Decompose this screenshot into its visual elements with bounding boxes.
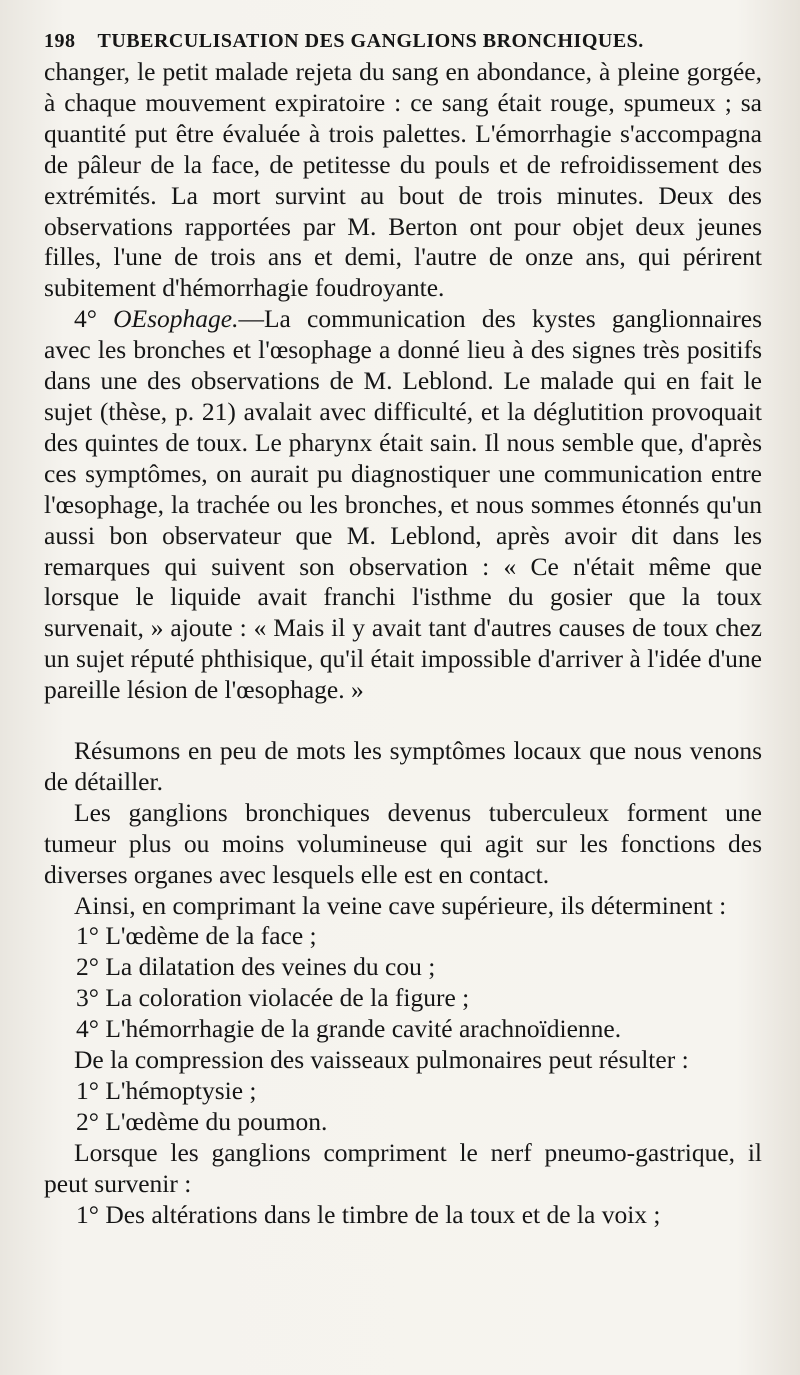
list-item: 1° Des altérations dans le timbre de la toux et de la voix ;	[76, 1199, 661, 1229]
section-number: 4°	[74, 304, 97, 334]
page-number: 198	[44, 30, 76, 52]
paragraph-vena-cava: Ainsi, en comprimant la veine cave supérieure, ils déterminent :	[74, 890, 727, 920]
page-header	[44, 30, 762, 53]
paragraph-summary-intro: Résumons en peu de mots les symptômes locaux que nous venons de détailler.	[44, 736, 762, 796]
list-item: 2° L'œdème du poumon.	[76, 1106, 328, 1136]
body-text	[44, 57, 762, 1231]
paragraph-pulmonary: De la compression des vaisseaux pulmonaires peut résulter :	[74, 1045, 689, 1075]
section-body: —La communication des kystes ganglionnaires avec les bronches et l'œsophage a donné lieu à des signes très positifs dans une des observations de M. Leblond. Le malade qui en fait le sujet (thèse, p. 21) avalait avec difficulté, et la déglutition provoquait des quintes de toux. Le pharynx était sain. Il nous semble que, d'après ces symptômes, on aurait pu diagnostiquer une communication entre l'œsophage, la trachée ou les bronches, et nous sommes étonnés qu'un aussi bon observateur que M. Leblond, après avoir dit dans les remarques qui suivent son observation : « Ce n'était même que lorsque le liquide avait franchi l'isthme du gosier que la toux survenait, » ajoute : « Mais il y avait tant d'autres causes de toux chez un sujet réputé phthisique, qu'il était impossible d'arriver à l'idée d'une pareille lésion de l'œsophage. »	[44, 304, 763, 705]
paragraph-tumor: Les ganglions bronchiques devenus tuberculeux forment une tumeur plus ou moins volumineuse qui agit sur les fonctions des diverses organes avec lesquels elle est en contact.	[44, 797, 762, 889]
paragraph-hemorrhage: changer, le petit malade rejeta du sang en abondance, à pleine gorgée, à chaque mouvement expiratoire : ce sang était rouge, spumeux ; sa quantité put être évaluée à trois palettes. L'émorrhagie s'accompagna de pâleur de la face, de petitesse du pouls et de refroidissement des extrémités. La mort survint au bout de trois minutes. Deux des observations rapportées par M. Berton ont pour objet deux jeunes filles, l'une de trois ans et demi, l'autre de onze ans, qui périrent subitement d'hémorrhagie foudroyante.	[44, 57, 762, 303]
list-item: 1° L'œdème de la face ;	[76, 921, 317, 951]
paragraph-oesophagus	[44, 304, 762, 706]
list-item: 2° La dilatation des veines du cou ;	[76, 952, 436, 982]
paragraph-gap	[44, 706, 762, 736]
list-item: 4° L'hémorrhagie de la grande cavité arachnoïdienne.	[76, 1014, 622, 1044]
running-title: TUBERCULISATION DES GANGLIONS BRONCHIQUES.	[97, 30, 644, 52]
list-item: 1° L'hémoptysie ;	[76, 1076, 257, 1105]
list-item: 3° La coloration violacée de la figure ;	[76, 983, 470, 1013]
paragraph-vagus: Lorsque les ganglions compriment le nerf pneumo-gastrique, il peut survenir :	[44, 1137, 762, 1198]
section-title: OEsophage.	[113, 304, 239, 334]
